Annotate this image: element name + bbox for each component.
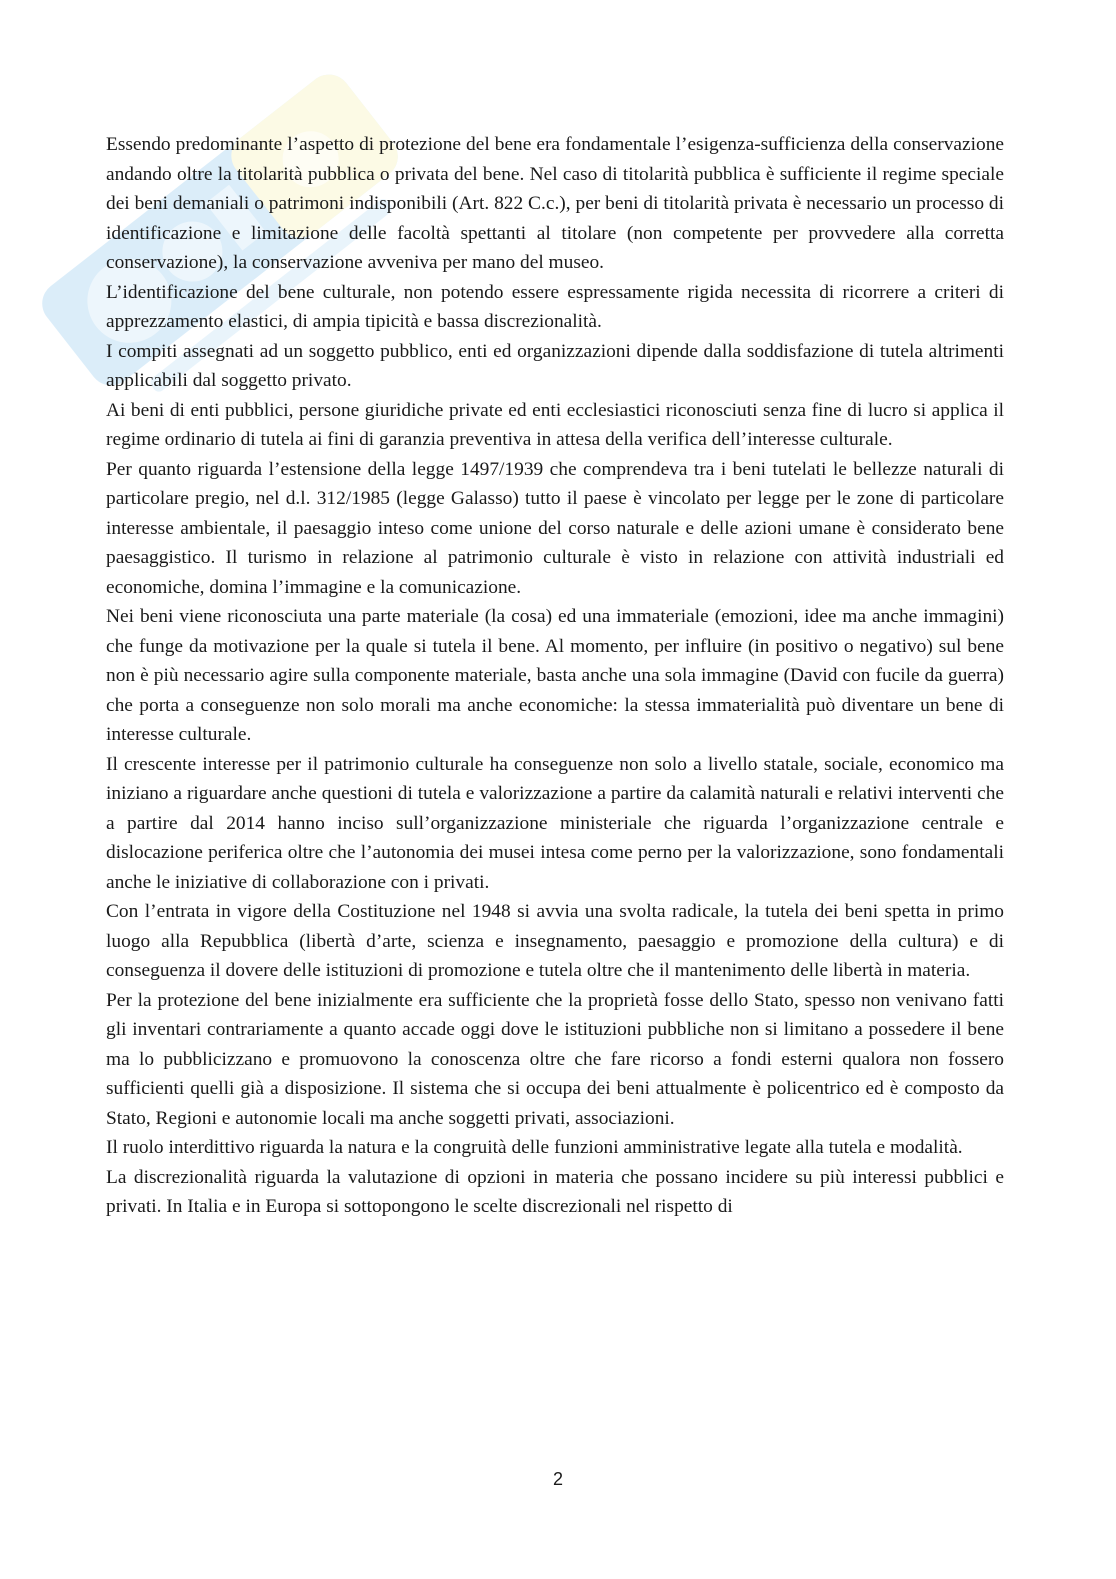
paragraph: L’identificazione del bene culturale, non potendo essere espressamente rigida necessita di ricorrere a criteri di apprezzamento elastici, di ampia tipicità e bassa discrezionalità.	[106, 281, 1004, 332]
paragraph: Nei beni viene riconosciuta una parte materiale (la cosa) ed una immateriale (emozioni, idee ma anche immagini) che funge da motivazione per la quale si tutela il bene. Al momento, per influire (in positivo o negativo) sul bene non è più necessario agire sulla componente materiale, basta anche una sola immagine (David con fucile da guerra) che porta a conseguenze non solo morali ma anche economiche: la stessa immaterialità può diventare un bene di interesse culturale.	[106, 606, 1004, 745]
page-number: 2	[552, 1469, 563, 1489]
paragraph: Per quanto riguarda l’estensione della legge 1497/1939 che comprendeva tra i beni tutelati le bellezze naturali di particolare pregio, nel d.l. 312/1985 (legge Galasso) tutto il paese è vincolato per legge per le zone di particolare interesse ambientale, il paesaggio inteso come unione del corso naturale e delle azioni umane è considerato bene paesaggistico. Il turismo in relazione al patrimonio culturale è visto in relazione con attività industriali ed economiche, domina l’immagine e la comunicazione.	[106, 458, 1004, 598]
paragraph: Per la protezione del bene inizialmente era sufficiente che la proprietà fosse dello Stato, spesso non venivano fatti gli inventari contrariamente a quanto accade oggi dove le istituzioni pubbliche non si limitano a possedere il bene ma lo pubblicizzano e promuovono la conoscenza oltre che fare ricorso a fondi esterni qualora non fossero sufficienti quelli già a disposizione. Il sistema che si occupa dei beni attualmente è policentrico ed è composto da Stato, Regioni e autonomie locali ma anche soggetti privati, associazioni.	[106, 989, 1004, 1129]
paragraph: Con l’entrata in vigore della Costituzione nel 1948 si avvia una svolta radicale, la tutela dei beni spetta in primo luogo alla Repubblica (libertà d’arte, scienza e insegnamento, paesaggio e promozione della cultura) e di conseguenza il dovere delle istituzioni di promozione e tutela oltre che il mantenimento delle libertà in materia.	[106, 901, 1004, 981]
paragraph: Il crescente interesse per il patrimonio culturale ha conseguenze non solo a livello statale, sociale, economico ma iniziano a riguardare anche questioni di tutela e valorizzazione a partire da calamità naturali e relativi interventi che a partire dal 2014 hanno inciso sull’organizzazione ministeriale che riguarda l’organizzazione centrale e dislocazione periferica oltre che l’autonomia dei musei intesa come perno per la valorizzazione, sono fondamentali anche le iniziative di collaborazione con i privati.	[106, 753, 1004, 893]
paragraph: Il ruolo interdittivo riguarda la natura e la congruità delle funzioni amministrative legate alla tutela e modalità.	[106, 1137, 963, 1158]
paragraph: Essendo predominante l’aspetto di protezione del bene era fondamentale l’esigenza-sufficienza della conservazione andando oltre la titolarità pubblica o privata del bene. Nel caso di titolarità pubblica è sufficiente il regime speciale dei beni demaniali o patrimoni indisponibili (Art. 822 C.c.), per beni di titolarità privata è necessario un processo di identificazione e limitazione delle facoltà spettanti al titolare (non competente per provvedere alla corretta conservazione), la conservazione avveniva per mano del museo.	[106, 134, 1004, 273]
paragraph: Ai beni di enti pubblici, persone giuridiche private ed enti ecclesiastici riconosciuti senza fine di lucro si applica il regime ordinario di tutela ai fini di garanzia preventiva in attesa della verifica dell’interesse culturale.	[106, 399, 1004, 450]
paragraph: La discrezionalità riguarda la valutazione di opzioni in materia che possano incidere su più interessi pubblici e privati. In Italia e in Europa si sottopongono le scelte discrezionali nel rispetto di	[106, 1166, 1004, 1217]
document-body	[106, 130, 1004, 1222]
paragraph: I compiti assegnati ad un soggetto pubblico, enti ed organizzazioni dipende dalla soddisfazione di tutela altrimenti applicabili dal soggetto privato.	[106, 340, 1004, 391]
